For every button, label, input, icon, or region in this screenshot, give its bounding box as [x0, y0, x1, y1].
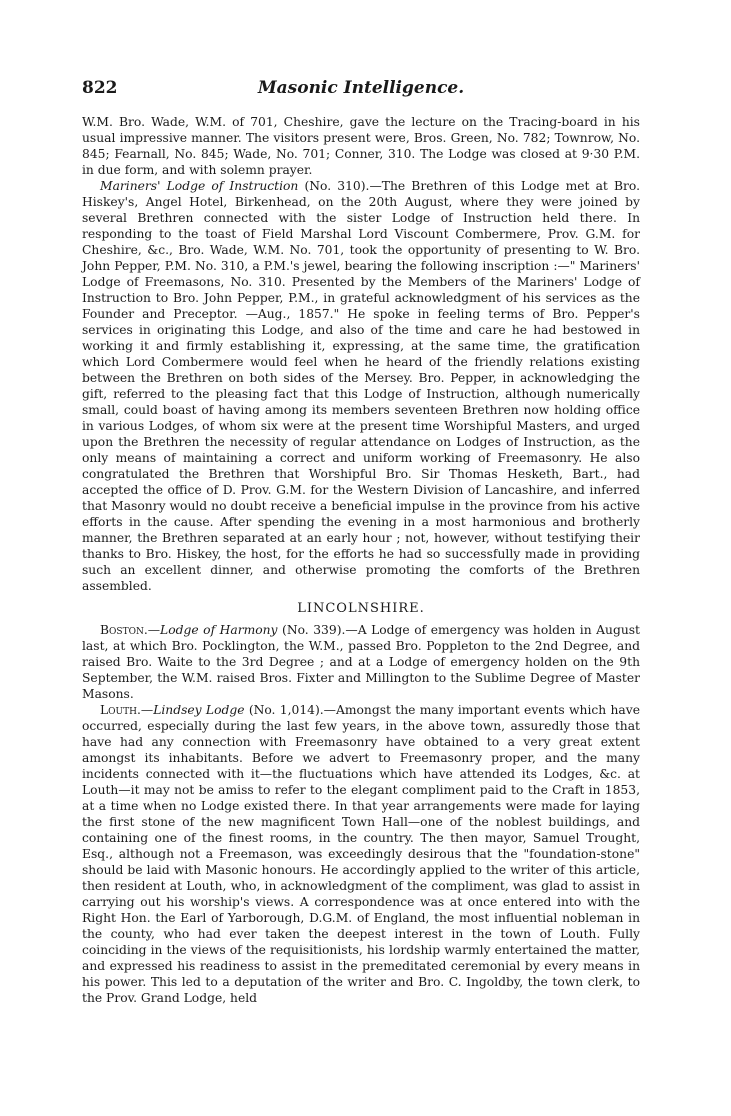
- paragraph-lecture-report: W.M. Bro. Wade, W.M. of 701, Cheshire, gave the lecture on the Tracing-board in his usual impressive manner. The visitors present were, Bros. Green, No. 782; Townrow, No. 845; Fearnall, No. 845; Wade, No. 701; Conner, 310. The Lodge was closed at 9·30 P.M. in due form, and with solemn prayer.: [82, 115, 640, 177]
- lodge-name-harmony: —Lodge of Harmony: [147, 623, 278, 637]
- page-header: [82, 78, 640, 104]
- page-number: 822: [82, 78, 118, 98]
- paragraph-mariners-body: (No. 310).—The Brethren of this Lodge met at Bro. Hiskey's, Angel Hotel, Birkenhead, on the 20th August, where they were joined by several Brethren connected with the sister Lodge of Instruction held there. In responding to the toast of Field Marshal Lord Viscount Combermere, Prov. G.M. for Cheshire, &c., Bro. Wade, W.M. No. 701, took the opportunity of presenting to W. Bro. John Pepper, P.M. No. 310, a P.M.'s jewel, bearing the following inscription :—" Mariners' Lodge of Freemasons, No. 310. Presented by the Members of the Mariners' Lodge of Instruction to Bro. John Pepper, P.M., in grateful acknowledgment of his services as the Founder and Preceptor. —Aug., 1857." He spoke in feeling terms of Bro. Pepper's services in originating this Lodge, and also of the time and care he had bestowed in working it and firmly establishing it, expressing, at the same time, the gratification which Lord Combermere would feel when he heard of the friendly relations existing between the Brethren on both sides of the Mersey. Bro. Pepper, in acknowledging the gift, referred to the pleasing fact that this Lodge of Instruction, although numerically small, could boast of having among its members seventeen Brethren now holding office in various Lodges, of whom six were at the present time Worshipful Masters, and urged upon the Brethren the necessity of regular attendance on Lodges of Instruction, as the only means of maintaining a correct and uniform working of Freemasonry. He also congratulated the Brethren that Worshipful Bro. Sir Thomas Hesketh, Bart., had accepted the office of D. Prov. G.M. for the Western Division of Lancashire, and inferred that Masonry would no doubt receive a beneficial impulse in the province from his active efforts in the cause. After spending the evening in a most harmonious and brotherly manner, the Brethren separated at an early hour ; not, however, without testifying their thanks to Bro. Hiskey, the host, for the efforts he had so successfully made in providing such an excellent dinner, and otherwise promoting the comforts of the Brethren assembled.: [82, 179, 640, 593]
- place-louth: Louth.: [100, 703, 141, 717]
- section-heading-lincolnshire: LINCOLNSHIRE.: [297, 601, 425, 616]
- document-page: [82, 78, 640, 1006]
- lodge-name-lindsey: —Lindsey Lodge: [140, 703, 245, 717]
- place-boston: Boston.: [100, 623, 148, 637]
- lodge-name-mariners: Mariners' Lodge of Instruction: [100, 179, 299, 193]
- paragraph-louth: [82, 702, 640, 1006]
- paragraph-louth-body: (No. 1,014).—Amongst the many important events which have occurred, especially during the last few years, in the above town, assuredly those that have had any connection with Freemasonry have obtained to a very great extent amongst its inhabitants. Before we advert to Freemasonry proper, and the many incidents connected with it—the fluctuations which have attended its Lodges, &c. at Louth—it may not be amiss to refer to the elegant compliment paid to the Craft in 1853, at a time when no Lodge existed there. In that year arrangements were made for laying the first stone of the new magnificent Town Hall—one of the noblest buildings, and containing one of the finest rooms, in the country. The then mayor, Samuel Trought, Esq., although not a Freemason, was exceedingly desirous that the "foundation-stone" should be laid with Masonic honours. He accordingly applied to the writer of this article, then resident at Louth, who, in acknowledgment of the compliment, was glad to assist in carrying out his worship's views. A correspondence was at once entered into with the Right Hon. the Earl of Yarborough, D.G.M. of England, the most influential nobleman in the county, who had ever taken the deepest interest in the town of Louth. Fully coinciding in the views of the requisitionists, his lordship warmly entertained the matter, and expressed his readiness to assist in the premeditated ceremonial by every means in his power. This led to a deputation of the writer and Bro. C. Ingoldby, the town clerk, to the Prov. Grand Lodge, held: [82, 703, 640, 1005]
- paragraph-boston-body: (No. 339).—A Lodge of emergency was holden in August last, at which Bro. Pocklington, the W.M., passed Bro. Poppleton to the 2nd Degree, and raised Bro. Waite to the 3rd Degree ; and at a Lodge of emergency holden on the 9th September, the W.M. raised Bros. Fixter and Millington to the Sublime Degree of Master Masons.: [82, 623, 640, 701]
- running-title: Masonic Intelligence.: [257, 78, 465, 98]
- paragraph-boston: [82, 622, 640, 702]
- paragraph-mariners-lodge: [82, 178, 640, 594]
